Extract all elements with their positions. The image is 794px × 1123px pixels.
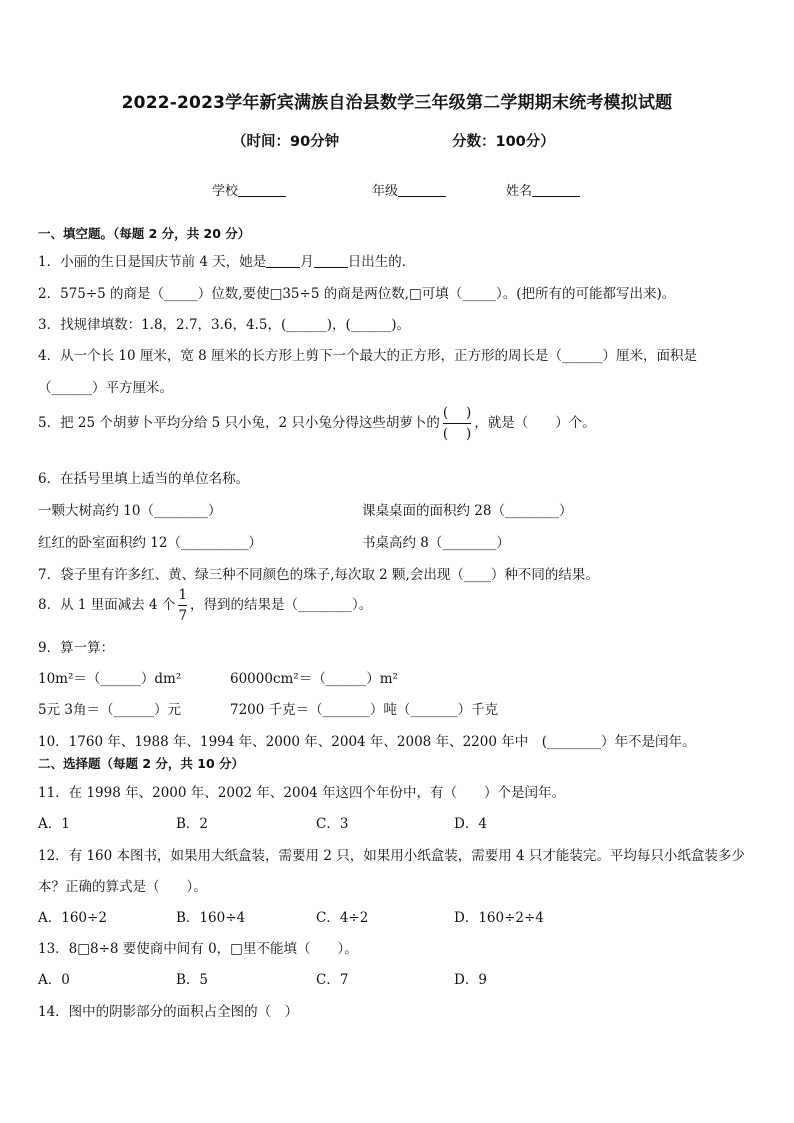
q8-numerator: 1: [178, 587, 188, 603]
q12-option-b[interactable]: B．160÷4: [176, 910, 246, 926]
question-1: [38, 250, 415, 270]
q1-blank-day[interactable]: [314, 255, 348, 268]
q13-option-b[interactable]: B．5: [176, 972, 209, 988]
q1-text-b: 月: [300, 254, 314, 270]
page-title: 2022-2023学年新宾满族自治县数学三年级第二学期期末统考模拟试题: [121, 93, 673, 113]
q8-fraction: [178, 587, 187, 624]
question-4-line1: 4．从一个长 10 厘米，宽 8 厘米的长方形上剪下一个最大的正方形，正方形的周长是（______）厘米，面积是: [38, 348, 698, 364]
q11-option-b[interactable]: B．2: [176, 816, 209, 832]
q8-denominator: 7: [178, 608, 188, 625]
q6-item-d: 书桌高约 8（________）: [362, 535, 510, 551]
q1-text-c: 日出生的．: [347, 254, 416, 270]
question-13: 13．8□8÷8 要使商中间有 0，□里不能填（ ）。: [38, 941, 358, 957]
school-field: [212, 180, 286, 199]
q5-numerator: ( ): [442, 405, 472, 421]
q9-item-b: 60000cm²＝（______）m²: [230, 671, 398, 687]
q11-option-d[interactable]: D．4: [454, 816, 487, 832]
q9-item-c: 5元 3角＝（______）元: [38, 702, 181, 718]
question-9-stem: 9．算一算：: [38, 640, 115, 656]
fraction-bar: [178, 605, 187, 606]
question-11: 11．在 1998 年、2000 年、2002 年、2004 年这四个年份中，有（ ）个是闰年。: [38, 785, 566, 801]
section1-heading: 一、填空题。（每题 2 分，共 20 分）: [38, 226, 251, 241]
question-8: [38, 587, 372, 624]
question-5: [38, 405, 596, 442]
q6-item-b: 课桌桌面的面积约 28（________）: [362, 503, 573, 519]
time-label: （时间：90分钟: [232, 134, 340, 150]
question-14: 14．图中的阴影部分的面积占全图的（ ）: [38, 1004, 299, 1020]
question-12-line2: 本？正确的算式是（ ）。: [38, 879, 207, 895]
fraction-bar: [443, 423, 471, 424]
q1-text-a: 1．小丽的生日是国庆节前 4 天，她是: [38, 254, 267, 270]
q12-option-d[interactable]: D．160÷2÷4: [454, 910, 544, 926]
q9-item-a: 10m²＝（______）dm²: [38, 671, 182, 687]
q8-post: ，得到的结果是（________）。: [190, 597, 373, 614]
q1-blank-month[interactable]: [266, 255, 300, 268]
grade-label: 年级: [372, 184, 399, 199]
question-10: 10．1760 年、1988 年、1994 年、2000 年、2004 年、2008 年、2200 年中 (________）年不是闰年。: [38, 734, 696, 750]
q12-option-c[interactable]: C．4÷2: [316, 910, 369, 926]
q5-post: ，就是（ ）个。: [474, 415, 596, 432]
q13-option-c[interactable]: C．7: [316, 972, 349, 988]
q5-denominator: ( ): [442, 426, 472, 443]
q11-option-c[interactable]: C．3: [316, 816, 349, 832]
school-label: 学校: [212, 184, 239, 199]
name-blank[interactable]: [532, 183, 580, 197]
q13-option-d[interactable]: D．9: [454, 972, 487, 988]
q9-item-d: 7200 千克＝（_______）吨（_______）千克: [230, 702, 499, 718]
question-12-line1: 12．有 160 本图书，如果用大纸盒装，需要用 2 只，如果用小纸盒装，需要用 4 只才能装完。平均每只小纸盒装多少: [38, 848, 745, 864]
q8-pre: 8．从 1 里面减去 4 个: [38, 597, 176, 614]
q6-item-a: 一颗大树高约 10（________）: [38, 503, 222, 519]
q5-pre: 5．把 25 个胡萝卜平均分给 5 只小兔，2 只小兔分得这些胡萝卜的: [38, 415, 440, 432]
question-6-stem: 6．在括号里填上适当的单位名称。: [38, 471, 250, 487]
question-7: 7．袋子里有许多红、黄、绿三种不同颜色的珠子,每次取 2 颗,会出现（____）种不同的结果。: [38, 567, 599, 583]
grade-blank[interactable]: [398, 183, 446, 197]
name-label: 姓名: [506, 184, 533, 199]
grade-field: [372, 180, 446, 199]
q6-item-c: 红红的卧室面积约 12（__________）: [38, 535, 262, 551]
school-blank[interactable]: [238, 183, 286, 197]
q11-option-a[interactable]: A．1: [38, 816, 70, 832]
name-field: [506, 180, 580, 199]
question-2: 2．575÷5 的商是（_____）位数,要使□35÷5 的商是两位数,□可填（_____）。(把所有的可能都写出来)。: [38, 286, 676, 302]
question-3: 3．找规律填数：1.8，2.7，3.6，4.5，(______)，(______)。: [38, 317, 411, 333]
q13-option-a[interactable]: A．0: [38, 972, 70, 988]
q5-fraction[interactable]: [443, 405, 471, 442]
q12-option-a[interactable]: A．160÷2: [38, 910, 107, 926]
score-label: 分数：100分）: [452, 134, 555, 150]
question-4-line2: （______）平方厘米。: [38, 380, 173, 396]
section2-heading: 二、选择题（每题 2 分，共 10 分）: [38, 756, 245, 771]
